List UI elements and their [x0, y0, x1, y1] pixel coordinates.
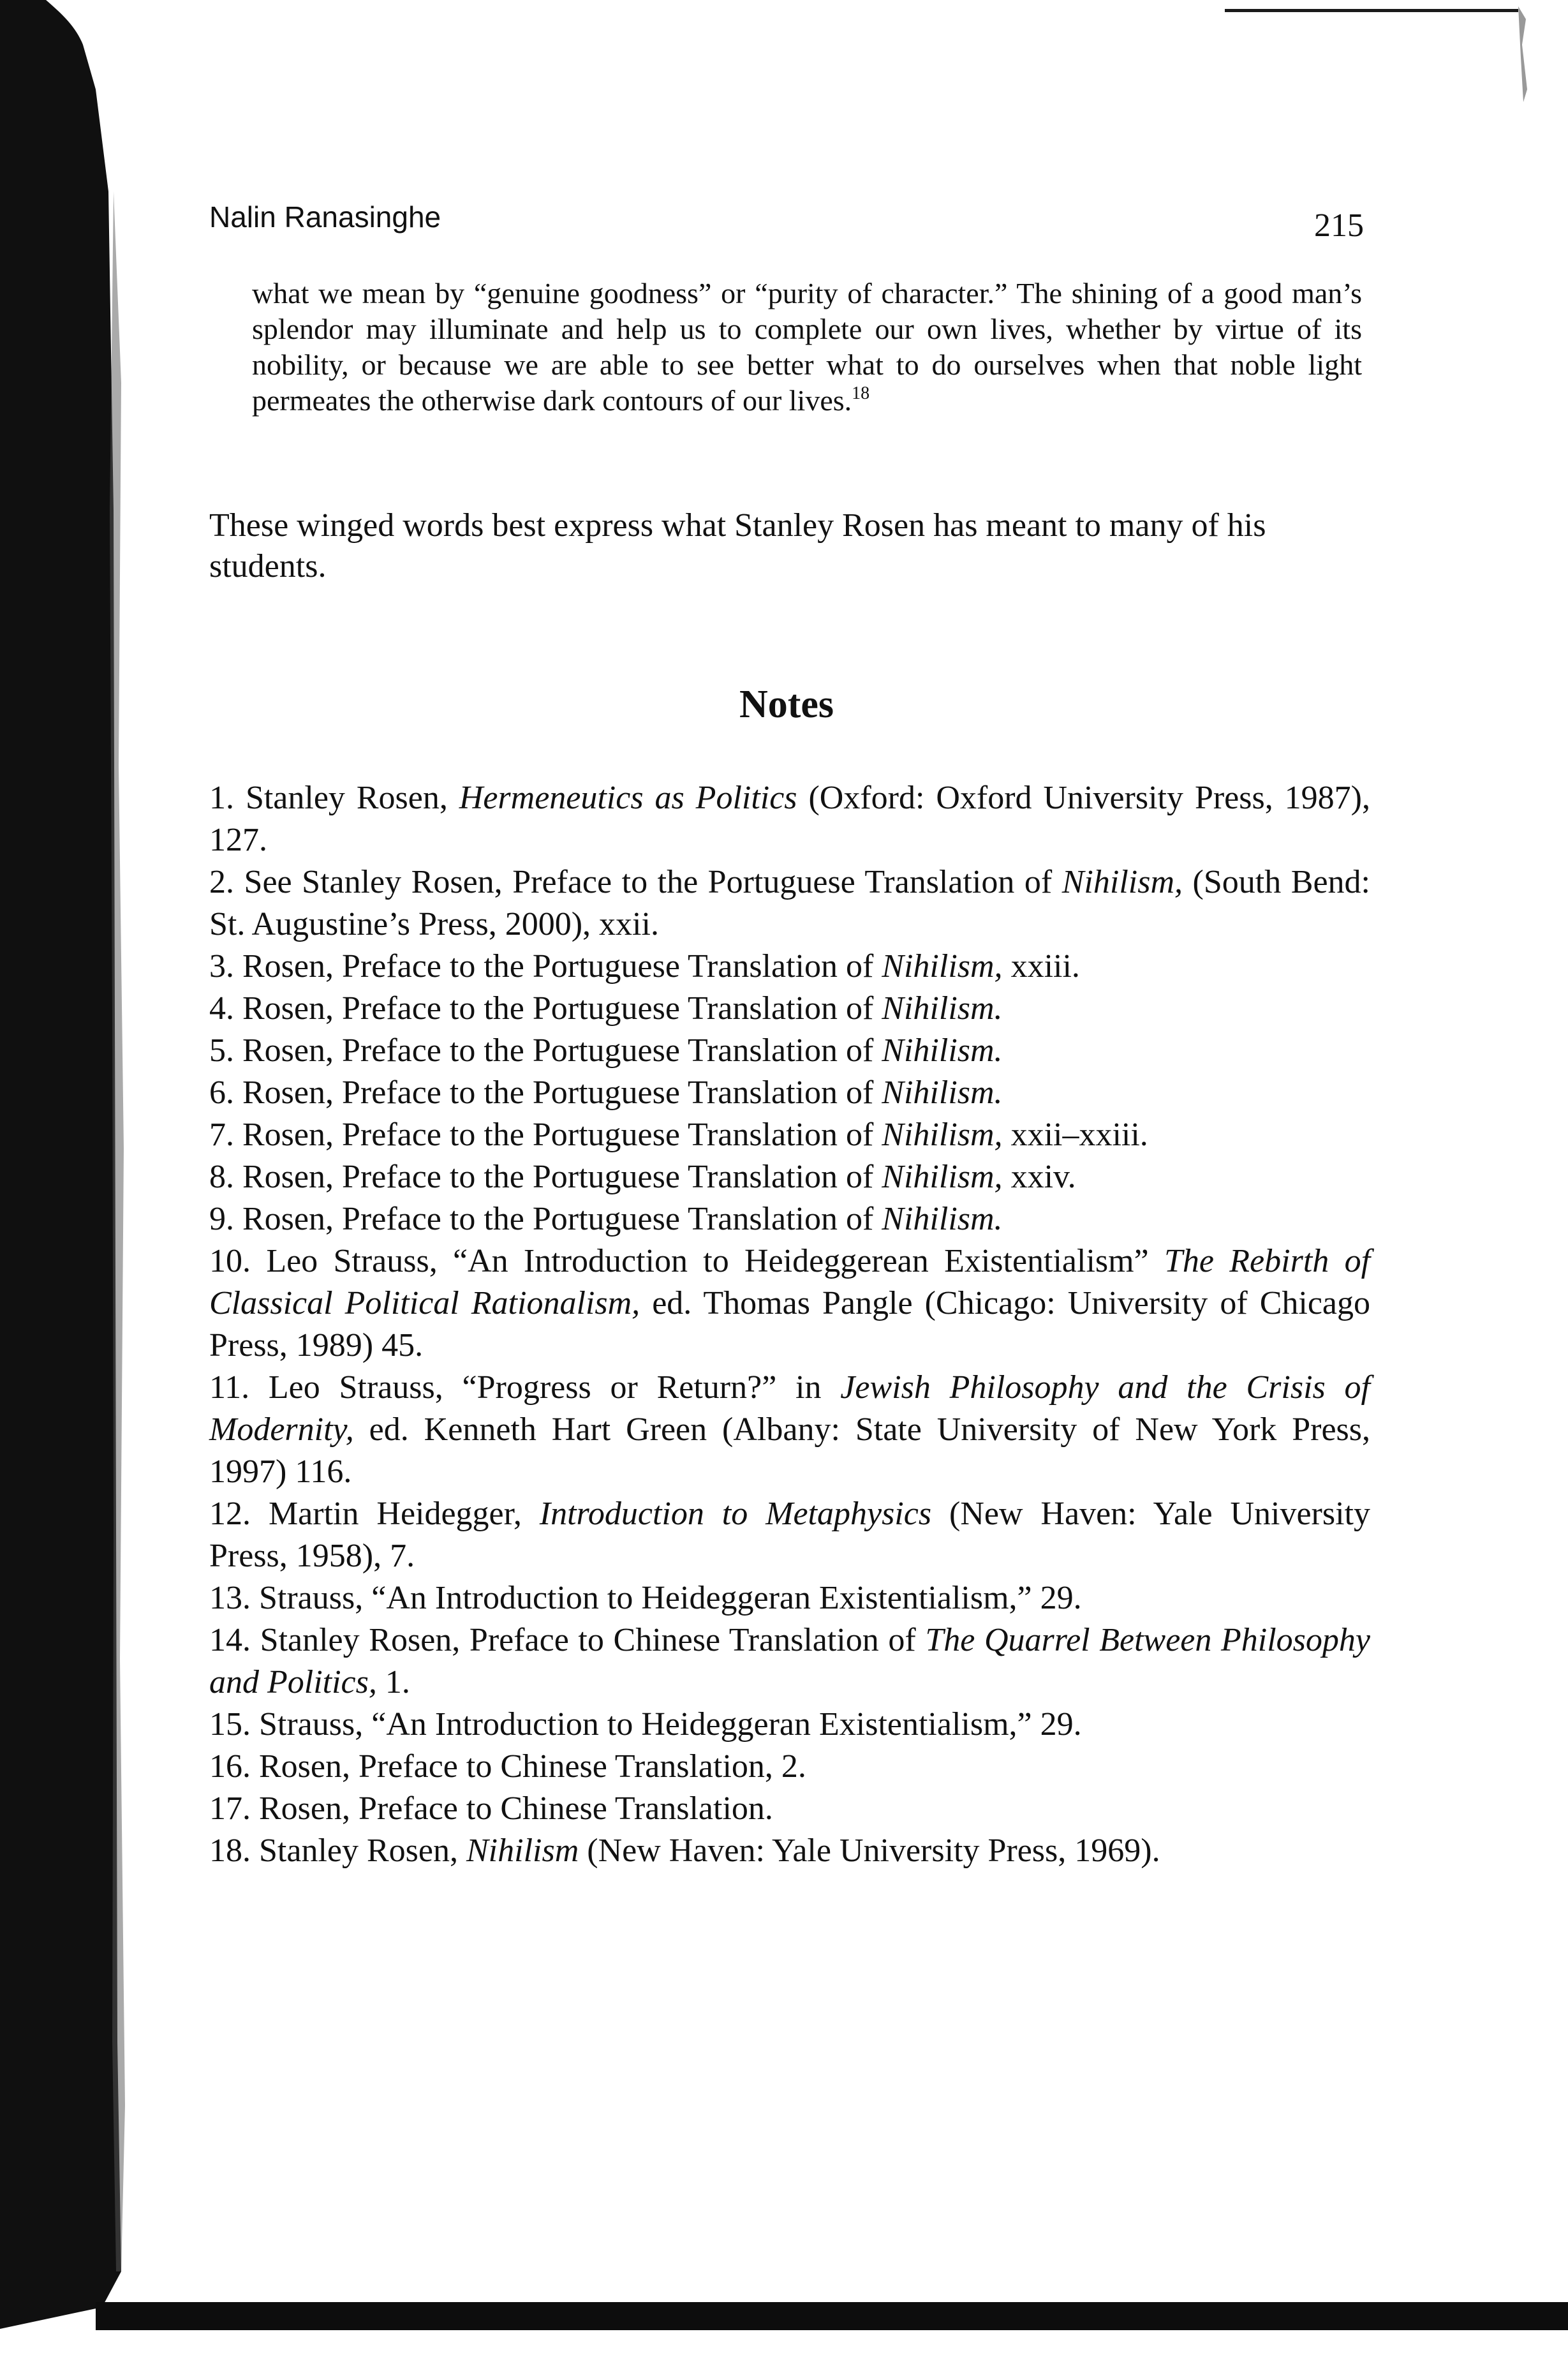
- note-text: Rosen, Preface to the Portuguese Translation of: [242, 990, 882, 1027]
- note-item: [209, 1746, 1370, 1788]
- note-item: [209, 988, 1370, 1030]
- note-item: [209, 1704, 1370, 1746]
- note-item: [209, 1493, 1370, 1577]
- note-item: [209, 1072, 1370, 1114]
- note-item: [209, 1156, 1370, 1198]
- note-number: 12.: [209, 1496, 269, 1532]
- note-text: (South Bend: St. Augustine’s Press, 2000), xxii.: [209, 864, 1370, 942]
- note-title-italic: Nihilism,: [882, 1159, 1003, 1195]
- note-item: [209, 1577, 1370, 1619]
- note-number: 2.: [209, 864, 244, 900]
- note-title-italic: Nihilism.: [882, 1074, 1003, 1111]
- note-title-italic: Nihilism,: [882, 948, 1003, 985]
- note-number: 13.: [209, 1580, 259, 1616]
- running-head-author: Nalin Ranasinghe: [209, 200, 441, 234]
- note-text: Martin Heidegger,: [268, 1496, 540, 1532]
- note-number: 16.: [209, 1748, 259, 1785]
- note-text: Rosen, Preface to the Portuguese Translation of: [242, 1201, 882, 1237]
- note-number: 4.: [209, 990, 242, 1027]
- note-text: Stanley Rosen,: [259, 1832, 466, 1869]
- note-item: [209, 1788, 1370, 1830]
- note-number: 5.: [209, 1032, 242, 1069]
- note-text: ed. Thomas Pangle (Chicago: University of Chicago Press, 1989) 45.: [209, 1285, 1370, 1364]
- notes-heading: Notes: [739, 683, 834, 726]
- note-reference: 18: [852, 383, 870, 403]
- note-text: ed. Kenneth Hart Green (Albany: State University of New York Press, 1997) 116.: [209, 1411, 1370, 1490]
- note-number: 11.: [209, 1369, 269, 1406]
- note-title-italic: Hermeneutics as Politics: [459, 780, 797, 816]
- note-text: Strauss, “An Introduction to Heideggeran Existentialism,” 29.: [259, 1706, 1082, 1743]
- note-number: 8.: [209, 1159, 242, 1195]
- block-quotation-text: what we mean by “genuine goodness” or “purity of character.” The shining of a good man’s splendor may illuminate and help us to complete our own lives, whether by virtue of its nobility, or because we are able to see better what to do ourselves when that noble light permeates the otherwise dark contours of our lives.: [252, 277, 1362, 417]
- note-text: Stanley Rosen,: [245, 780, 459, 816]
- note-item: [209, 1114, 1370, 1156]
- note-number: 6.: [209, 1074, 242, 1111]
- note-text: Strauss, “An Introduction to Heideggeran Existentialism,” 29.: [259, 1580, 1082, 1616]
- closing-paragraph: These winged words best express what Stanley Rosen has meant to many of his students.: [209, 507, 1266, 584]
- note-item: [209, 1198, 1370, 1240]
- note-text: Leo Strauss, “Progress or Return?” in: [268, 1369, 841, 1406]
- note-text: Rosen, Preface to the Portuguese Translation of: [242, 1074, 882, 1111]
- note-text: Rosen, Preface to Chinese Translation.: [259, 1790, 773, 1827]
- note-text: Rosen, Preface to Chinese Translation, 2.: [259, 1748, 806, 1785]
- note-text: (New Haven: Yale University Press, 1958), 7.: [209, 1496, 1371, 1574]
- block-quotation: [252, 276, 1362, 419]
- note-item: [209, 1830, 1370, 1872]
- note-title-italic: Nihilism,: [882, 1117, 1003, 1153]
- note-number: 18.: [209, 1832, 259, 1869]
- note-title-italic: Jewish Philosophy and the Crisis of Modernity,: [209, 1369, 1370, 1448]
- note-text: Rosen, Preface to the Portuguese Translation of: [242, 1032, 882, 1069]
- page-number: 215: [1314, 207, 1364, 244]
- note-number: 15.: [209, 1706, 259, 1743]
- note-number: 10.: [209, 1243, 267, 1279]
- note-text: Stanley Rosen, Preface to Chinese Translation of: [260, 1622, 926, 1658]
- note-text: Rosen, Preface to the Portuguese Translation of: [242, 948, 882, 985]
- note-text: xxiv.: [1002, 1159, 1076, 1195]
- note-number: 17.: [209, 1790, 259, 1827]
- note-title-italic: Introduction to Metaphysics: [539, 1496, 932, 1532]
- note-title-italic: Nihilism.: [882, 1032, 1003, 1069]
- note-item: [209, 1030, 1370, 1072]
- note-title-italic: Nihilism,: [1061, 864, 1183, 900]
- note-item: [209, 1367, 1370, 1493]
- note-text: xxii–xxiii.: [1002, 1117, 1148, 1153]
- note-text: Rosen, Preface to the Portuguese Translation of: [242, 1159, 882, 1195]
- scan-top-rule: [1225, 9, 1518, 12]
- note-text: (Oxford: Oxford University Press, 1987), 127.: [209, 780, 1370, 858]
- note-item: [209, 1619, 1370, 1704]
- note-text: See Stanley Rosen, Preface to the Portuguese Translation of: [244, 864, 1062, 900]
- note-text: 1.: [376, 1664, 410, 1700]
- note-text: xxiii.: [1002, 948, 1080, 985]
- note-number: 1.: [209, 780, 246, 816]
- notes-list: [209, 777, 1370, 1872]
- note-text: Rosen, Preface to the Portuguese Translation of: [242, 1117, 882, 1153]
- note-title-italic: The Rebirth of Classical Political Rationalism,: [209, 1243, 1371, 1321]
- note-item: [209, 1240, 1370, 1367]
- note-item: [209, 777, 1370, 861]
- note-number: 7.: [209, 1117, 242, 1153]
- scan-bottom-bar: [96, 2302, 1568, 2330]
- note-title-italic: Nihilism.: [882, 1201, 1003, 1237]
- note-title-italic: Nihilism.: [882, 990, 1003, 1027]
- note-number: 14.: [209, 1622, 260, 1658]
- note-title-italic: Nihilism: [466, 1832, 579, 1869]
- note-number: 3.: [209, 948, 242, 985]
- note-text: Leo Strauss, “An Introduction to Heideggerean Existentialism”: [266, 1243, 1164, 1279]
- note-title-italic: The Quarrel Between Philosophy and Politics,: [209, 1622, 1371, 1700]
- note-number: 9.: [209, 1201, 242, 1237]
- note-item: [209, 946, 1370, 988]
- note-text: (New Haven: Yale University Press, 1969).: [579, 1832, 1160, 1869]
- note-item: [209, 861, 1370, 946]
